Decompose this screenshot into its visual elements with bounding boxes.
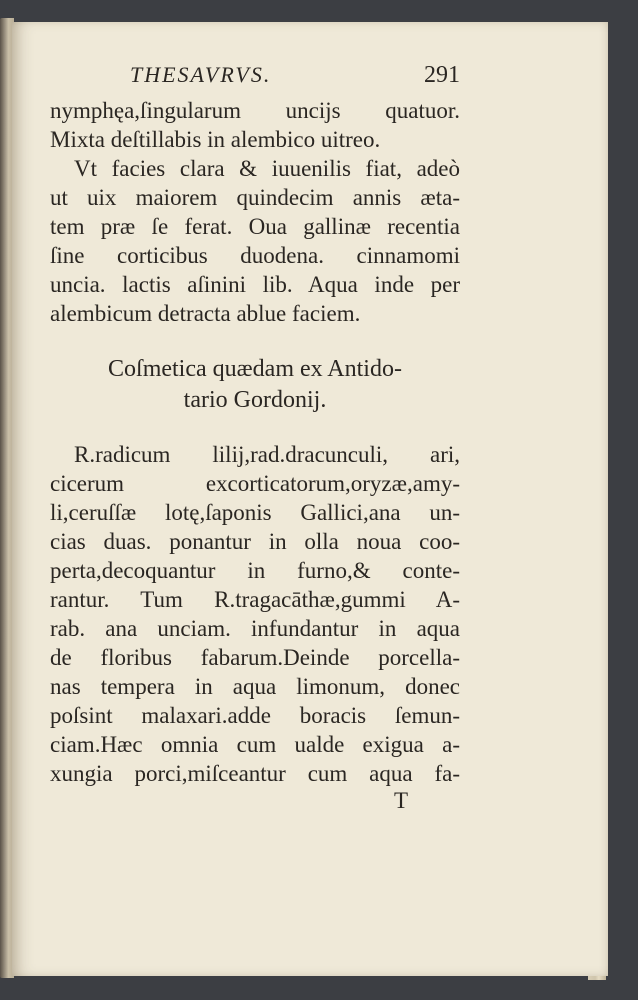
text-line: ut uix maiorem quindecim annis æta- — [50, 185, 460, 210]
paragraph-continued — [50, 96, 460, 154]
text-line: rantur. Tum R.tragacāthæ,gummi A- — [50, 587, 460, 612]
text-line: alembicum detracta ablue faciem. — [50, 301, 361, 326]
text-line: rab. ana unciam. infundantur in aqua — [50, 616, 460, 641]
text-line: Vt facies clara & iuuenilis fiat, adeò — [74, 156, 460, 181]
text-line: poſsint malaxari.adde boracis ſemun- — [50, 703, 460, 728]
paragraph-recipe — [50, 440, 460, 788]
text-line: uncia. lactis aſinini lib. Aqua inde per — [50, 272, 460, 297]
text-block — [50, 62, 460, 814]
text-line: cicerum excorticatorum,oryzæ,amy- — [50, 471, 460, 496]
text-line: nas tempera in aqua limonum, donec — [50, 674, 460, 699]
paragraph-facies — [50, 154, 460, 328]
text-line: ciam.Hæc omnia cum ualde exigua a- — [50, 732, 460, 757]
text-line: R.radicum lilij,rad.dracunculi, ari, — [74, 442, 460, 467]
text-line: xungia porci,miſceantur cum aqua fa- — [50, 761, 460, 786]
text-line: cias duas. ponantur in olla noua coo- — [50, 529, 460, 554]
section-heading — [50, 354, 460, 416]
running-head — [50, 62, 460, 96]
heading-line: Coſmetica quædam ex Antido- — [108, 356, 402, 382]
page-number: 291 — [424, 62, 460, 88]
text-line: li,ceruſſæ lotę,ſaponis Gallici,ana un- — [50, 500, 460, 525]
text-line: perta,decoquantur in furno,& conte- — [50, 558, 460, 583]
heading-line: tario Gordonij. — [183, 387, 327, 413]
text-line: ſine corticibus duodena. cinnamomi — [50, 243, 460, 268]
spacer — [50, 416, 460, 440]
text-line: tem præ ſe ferat. Oua gallinæ recentia — [50, 214, 460, 239]
text-line: de floribus fabarum.Deinde porcella- — [50, 645, 460, 670]
text-line: Mixta deſtillabis in alembico uitreo. — [50, 127, 381, 152]
catchword: T — [393, 788, 408, 813]
running-head-title: THESAVRVS. — [130, 62, 272, 87]
text-line: nymphęa,ſingularum uncijs quatuor. — [50, 98, 460, 123]
